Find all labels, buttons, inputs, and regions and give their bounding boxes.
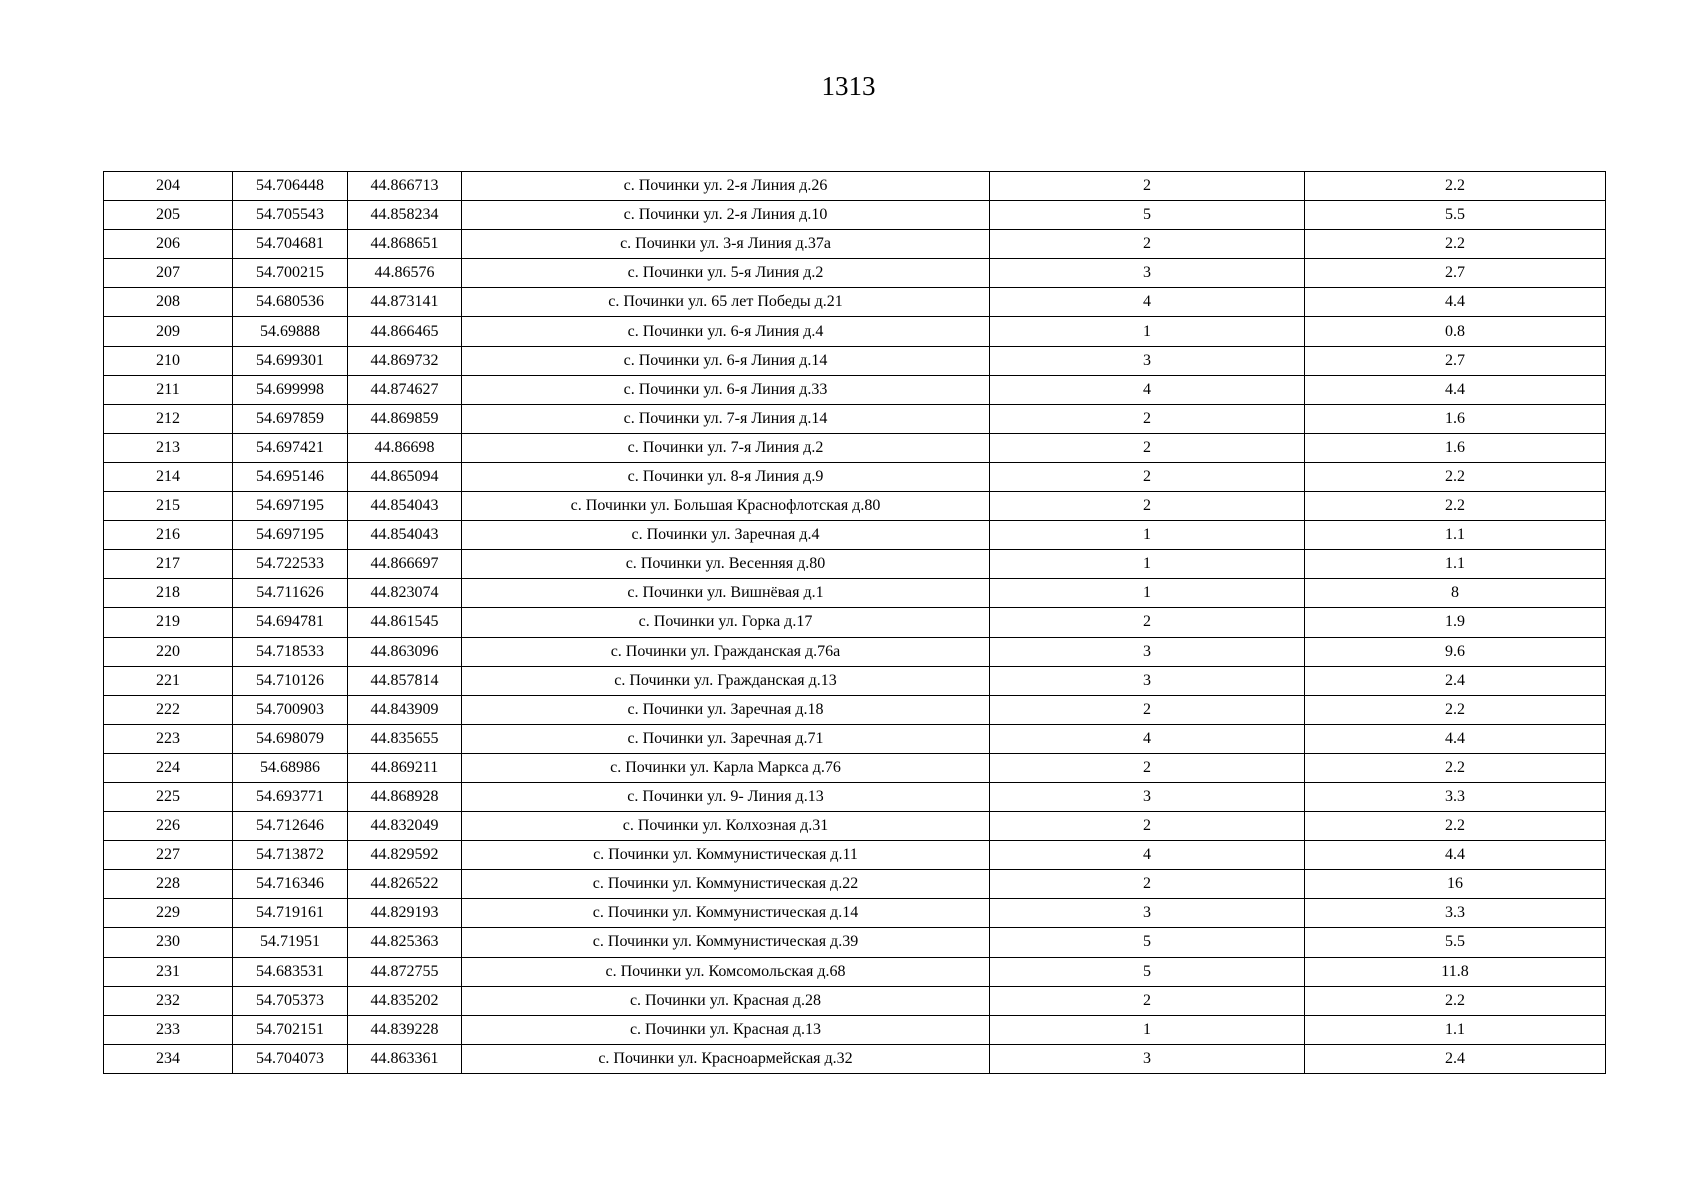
value-cell: 2.2 [1305,230,1606,259]
table-row [104,346,1606,375]
table-row [104,666,1606,695]
table-row [104,1044,1606,1073]
table-row [104,1015,1606,1044]
row-number-cell: 204 [104,172,233,201]
quantity-cell: 2 [990,404,1305,433]
row-number-cell: 209 [104,317,233,346]
table-row [104,375,1606,404]
address-cell: с. Починки ул. 7-я Линия д.14 [462,404,990,433]
row-number-cell: 208 [104,288,233,317]
address-cell: с. Починки ул. Гражданская д.76а [462,637,990,666]
table-row [104,201,1606,230]
quantity-cell: 3 [990,346,1305,375]
data-table [103,171,1606,1074]
latitude-cell: 54.719161 [233,899,348,928]
address-cell: с. Починки ул. Гражданская д.13 [462,666,990,695]
value-cell: 1.1 [1305,521,1606,550]
page-number: 1313 [821,71,876,101]
value-cell: 0.8 [1305,317,1606,346]
latitude-cell: 54.713872 [233,841,348,870]
longitude-cell: 44.861545 [348,608,462,637]
longitude-cell: 44.86698 [348,433,462,462]
longitude-cell: 44.835202 [348,986,462,1015]
quantity-cell: 1 [990,579,1305,608]
quantity-cell: 2 [990,433,1305,462]
longitude-cell: 44.829193 [348,899,462,928]
quantity-cell: 3 [990,1044,1305,1073]
quantity-cell: 2 [990,812,1305,841]
value-cell: 5.5 [1305,928,1606,957]
table-row [104,957,1606,986]
table-row [104,288,1606,317]
address-cell: с. Починки ул. Карла Маркса д.76 [462,753,990,782]
table-row [104,172,1606,201]
longitude-cell: 44.86576 [348,259,462,288]
address-cell: с. Починки ул. 6-я Линия д.14 [462,346,990,375]
value-cell: 1.9 [1305,608,1606,637]
longitude-cell: 44.873141 [348,288,462,317]
quantity-cell: 2 [990,172,1305,201]
table-row [104,928,1606,957]
longitude-cell: 44.863096 [348,637,462,666]
row-number-cell: 205 [104,201,233,230]
value-cell: 2.2 [1305,753,1606,782]
longitude-cell: 44.866465 [348,317,462,346]
quantity-cell: 1 [990,550,1305,579]
longitude-cell: 44.835655 [348,724,462,753]
longitude-cell: 44.869859 [348,404,462,433]
longitude-cell: 44.866697 [348,550,462,579]
latitude-cell: 54.716346 [233,870,348,899]
latitude-cell: 54.71951 [233,928,348,957]
value-cell: 2.4 [1305,666,1606,695]
quantity-cell: 2 [990,870,1305,899]
row-number-cell: 225 [104,782,233,811]
longitude-cell: 44.857814 [348,666,462,695]
address-cell: с. Починки ул. Коммунистическая д.14 [462,899,990,928]
row-number-cell: 216 [104,521,233,550]
row-number-cell: 222 [104,695,233,724]
table-row [104,230,1606,259]
row-number-cell: 212 [104,404,233,433]
latitude-cell: 54.698079 [233,724,348,753]
longitude-cell: 44.839228 [348,1015,462,1044]
quantity-cell: 1 [990,1015,1305,1044]
latitude-cell: 54.710126 [233,666,348,695]
latitude-cell: 54.704681 [233,230,348,259]
row-number-cell: 228 [104,870,233,899]
longitude-cell: 44.872755 [348,957,462,986]
quantity-cell: 5 [990,957,1305,986]
longitude-cell: 44.829592 [348,841,462,870]
table-row [104,812,1606,841]
row-number-cell: 217 [104,550,233,579]
value-cell: 2.4 [1305,1044,1606,1073]
quantity-cell: 4 [990,841,1305,870]
longitude-cell: 44.854043 [348,521,462,550]
value-cell: 4.4 [1305,724,1606,753]
quantity-cell: 2 [990,753,1305,782]
latitude-cell: 54.702151 [233,1015,348,1044]
address-cell: с. Починки ул. 3-я Линия д.37а [462,230,990,259]
value-cell: 3.3 [1305,899,1606,928]
latitude-cell: 54.706448 [233,172,348,201]
table-row [104,608,1606,637]
row-number-cell: 234 [104,1044,233,1073]
table-row [104,899,1606,928]
address-cell: с. Починки ул. Большая Краснофлотская д.80 [462,492,990,521]
table-row [104,550,1606,579]
longitude-cell: 44.843909 [348,695,462,724]
quantity-cell: 3 [990,259,1305,288]
address-cell: с. Починки ул. 6-я Линия д.4 [462,317,990,346]
longitude-cell: 44.865094 [348,462,462,491]
latitude-cell: 54.697195 [233,492,348,521]
table-row [104,753,1606,782]
address-cell: с. Починки ул. Заречная д.71 [462,724,990,753]
address-cell: с. Починки ул. Красноармейская д.32 [462,1044,990,1073]
address-cell: с. Починки ул. 7-я Линия д.2 [462,433,990,462]
longitude-cell: 44.874627 [348,375,462,404]
table-row [104,841,1606,870]
row-number-cell: 214 [104,462,233,491]
table-row [104,462,1606,491]
value-cell: 1.1 [1305,550,1606,579]
longitude-cell: 44.863361 [348,1044,462,1073]
latitude-cell: 54.693771 [233,782,348,811]
latitude-cell: 54.699998 [233,375,348,404]
longitude-cell: 44.868651 [348,230,462,259]
value-cell: 11.8 [1305,957,1606,986]
value-cell: 2.2 [1305,695,1606,724]
value-cell: 16 [1305,870,1606,899]
table-row [104,317,1606,346]
longitude-cell: 44.826522 [348,870,462,899]
row-number-cell: 230 [104,928,233,957]
address-cell: с. Починки ул. Весенняя д.80 [462,550,990,579]
latitude-cell: 54.700215 [233,259,348,288]
address-cell: с. Починки ул. Коммунистическая д.22 [462,870,990,899]
value-cell: 2.7 [1305,346,1606,375]
table-row [104,579,1606,608]
value-cell: 2.2 [1305,986,1606,1015]
table-row [104,521,1606,550]
quantity-cell: 2 [990,462,1305,491]
quantity-cell: 2 [990,492,1305,521]
table-row [104,492,1606,521]
latitude-cell: 54.697195 [233,521,348,550]
row-number-cell: 211 [104,375,233,404]
latitude-cell: 54.694781 [233,608,348,637]
table-row [104,870,1606,899]
longitude-cell: 44.858234 [348,201,462,230]
address-cell: с. Починки ул. 65 лет Победы д.21 [462,288,990,317]
latitude-cell: 54.705543 [233,201,348,230]
value-cell: 2.2 [1305,462,1606,491]
row-number-cell: 213 [104,433,233,462]
latitude-cell: 54.683531 [233,957,348,986]
value-cell: 9.6 [1305,637,1606,666]
address-cell: с. Починки ул. 9- Линия д.13 [462,782,990,811]
row-number-cell: 223 [104,724,233,753]
value-cell: 2.2 [1305,492,1606,521]
quantity-cell: 5 [990,928,1305,957]
quantity-cell: 3 [990,899,1305,928]
address-cell: с. Починки ул. Заречная д.18 [462,695,990,724]
latitude-cell: 54.722533 [233,550,348,579]
quantity-cell: 4 [990,724,1305,753]
row-number-cell: 232 [104,986,233,1015]
value-cell: 2.2 [1305,172,1606,201]
quantity-cell: 2 [990,986,1305,1015]
quantity-cell: 2 [990,230,1305,259]
table-row [104,695,1606,724]
latitude-cell: 54.712646 [233,812,348,841]
address-cell: с. Починки ул. 8-я Линия д.9 [462,462,990,491]
table-row [104,986,1606,1015]
value-cell: 3.3 [1305,782,1606,811]
quantity-cell: 4 [990,288,1305,317]
value-cell: 2.2 [1305,812,1606,841]
quantity-cell: 2 [990,608,1305,637]
row-number-cell: 210 [104,346,233,375]
quantity-cell: 3 [990,637,1305,666]
latitude-cell: 54.705373 [233,986,348,1015]
quantity-cell: 2 [990,695,1305,724]
table-row [104,433,1606,462]
row-number-cell: 233 [104,1015,233,1044]
latitude-cell: 54.718533 [233,637,348,666]
latitude-cell: 54.704073 [233,1044,348,1073]
latitude-cell: 54.68986 [233,753,348,782]
address-cell: с. Починки ул. Коммунистическая д.39 [462,928,990,957]
quantity-cell: 1 [990,521,1305,550]
quantity-cell: 1 [990,317,1305,346]
row-number-cell: 220 [104,637,233,666]
value-cell: 4.4 [1305,375,1606,404]
table-row [104,404,1606,433]
address-cell: с. Починки ул. Заречная д.4 [462,521,990,550]
latitude-cell: 54.695146 [233,462,348,491]
address-cell: с. Починки ул. Комсомольская д.68 [462,957,990,986]
row-number-cell: 227 [104,841,233,870]
longitude-cell: 44.869211 [348,753,462,782]
latitude-cell: 54.680536 [233,288,348,317]
longitude-cell: 44.866713 [348,172,462,201]
row-number-cell: 226 [104,812,233,841]
row-number-cell: 221 [104,666,233,695]
row-number-cell: 219 [104,608,233,637]
quantity-cell: 5 [990,201,1305,230]
quantity-cell: 3 [990,782,1305,811]
table-row [104,782,1606,811]
value-cell: 4.4 [1305,288,1606,317]
latitude-cell: 54.697859 [233,404,348,433]
longitude-cell: 44.869732 [348,346,462,375]
address-cell: с. Починки ул. 5-я Линия д.2 [462,259,990,288]
value-cell: 1.6 [1305,404,1606,433]
table-body [104,172,1606,1074]
longitude-cell: 44.832049 [348,812,462,841]
row-number-cell: 229 [104,899,233,928]
value-cell: 4.4 [1305,841,1606,870]
value-cell: 5.5 [1305,201,1606,230]
value-cell: 2.7 [1305,259,1606,288]
address-cell: с. Починки ул. Красная д.13 [462,1015,990,1044]
latitude-cell: 54.711626 [233,579,348,608]
address-cell: с. Починки ул. Колхозная д.31 [462,812,990,841]
value-cell: 1.6 [1305,433,1606,462]
row-number-cell: 207 [104,259,233,288]
latitude-cell: 54.700903 [233,695,348,724]
longitude-cell: 44.868928 [348,782,462,811]
value-cell: 1.1 [1305,1015,1606,1044]
quantity-cell: 4 [990,375,1305,404]
row-number-cell: 224 [104,753,233,782]
value-cell: 8 [1305,579,1606,608]
table-row [104,259,1606,288]
quantity-cell: 3 [990,666,1305,695]
address-cell: с. Починки ул. 6-я Линия д.33 [462,375,990,404]
table-row [104,637,1606,666]
address-cell: с. Починки ул. 2-я Линия д.26 [462,172,990,201]
latitude-cell: 54.697421 [233,433,348,462]
latitude-cell: 54.699301 [233,346,348,375]
latitude-cell: 54.69888 [233,317,348,346]
address-cell: с. Починки ул. Вишнёвая д.1 [462,579,990,608]
row-number-cell: 206 [104,230,233,259]
longitude-cell: 44.854043 [348,492,462,521]
longitude-cell: 44.823074 [348,579,462,608]
address-cell: с. Починки ул. Горка д.17 [462,608,990,637]
address-cell: с. Починки ул. Красная д.28 [462,986,990,1015]
row-number-cell: 218 [104,579,233,608]
row-number-cell: 215 [104,492,233,521]
row-number-cell: 231 [104,957,233,986]
longitude-cell: 44.825363 [348,928,462,957]
table-row [104,724,1606,753]
address-cell: с. Починки ул. 2-я Линия д.10 [462,201,990,230]
address-cell: с. Починки ул. Коммунистическая д.11 [462,841,990,870]
